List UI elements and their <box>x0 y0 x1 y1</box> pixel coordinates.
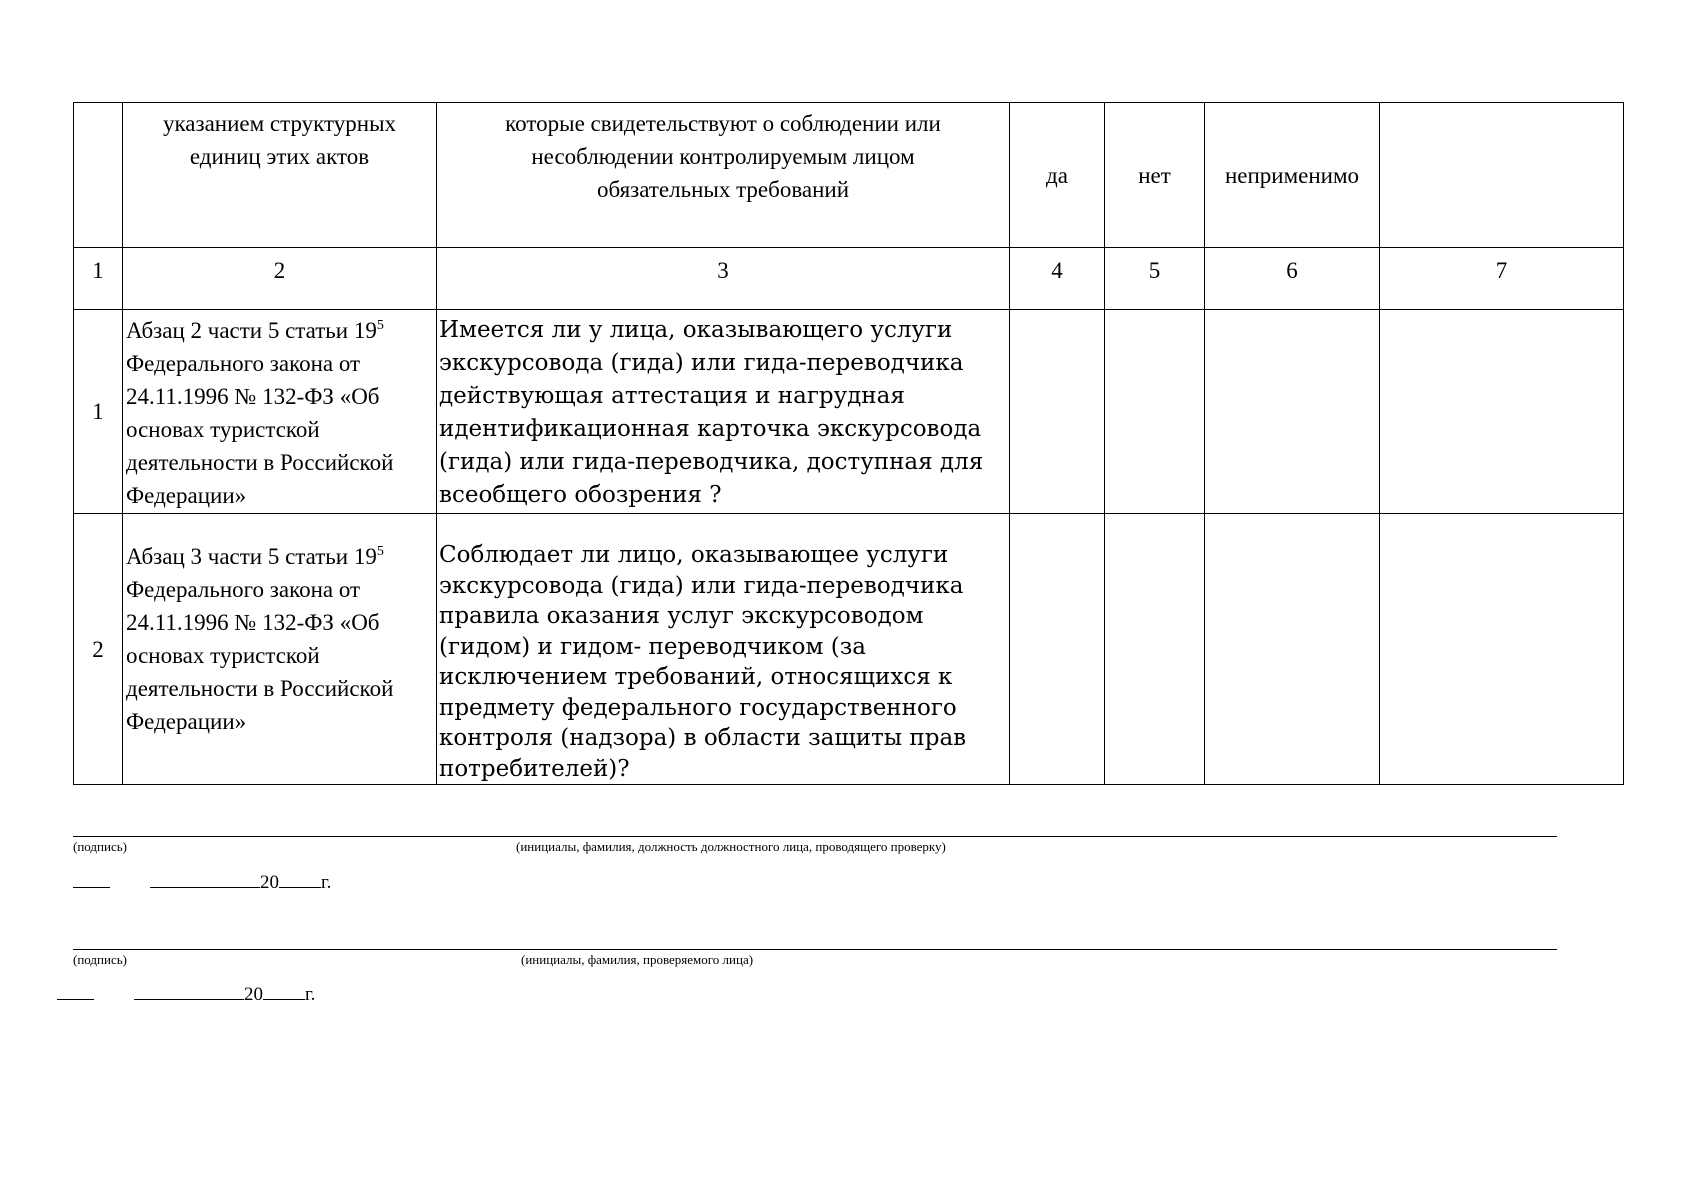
row-number: 1 <box>74 310 123 514</box>
answer-no-cell[interactable] <box>1105 514 1205 785</box>
header-cell-7 <box>1380 103 1624 248</box>
year-blank[interactable] <box>279 871 321 888</box>
legal-reference-rest: Федерального закона от 24.11.1996 № 132-ФЗ «Об основах туристской деятельности в Российской Федерации» <box>126 577 394 734</box>
header-cell-yes: да <box>1010 103 1105 248</box>
legal-reference-superscript: 5 <box>376 544 384 559</box>
checklist-table <box>73 102 1624 785</box>
inspected-name-label: (инициалы, фамилия, проверяемого лица) <box>521 952 754 967</box>
answer-yes-cell[interactable] <box>1010 310 1105 514</box>
answer-not-applicable-cell[interactable] <box>1205 514 1380 785</box>
row-number: 2 <box>74 514 123 785</box>
inspector-name-label: (инициалы, фамилия, должность должностного лица, проводящего проверку) <box>516 839 946 854</box>
header-cell-3: которые свидетельствуют о соблюдении или несоблюдении контролируемым лицом обязательных требований <box>437 103 1010 248</box>
inspected-date <box>57 983 315 1006</box>
column-number: 2 <box>123 248 437 310</box>
year-prefix: 20 <box>244 984 263 1005</box>
legal-reference-superscript: 5 <box>376 318 384 333</box>
year-suffix: г. <box>321 872 332 893</box>
legal-reference-prefix: Абзац 2 части 5 статьи 19 <box>126 318 377 343</box>
inspector-date <box>73 871 331 894</box>
column-number: 4 <box>1010 248 1105 310</box>
day-blank[interactable] <box>73 871 110 888</box>
column-number: 3 <box>437 248 1010 310</box>
checklist-question: Соблюдает ли лицо, оказывающее услуги экскурсовода (гида) или гида-переводчика правила оказания услуг экскурсоводом (гидом) и гидом- переводчиком (за исключением требований, относящихся к предмету федерального государственного контроля (надзора) в области защиты прав потребителей)? <box>437 514 1010 785</box>
month-blank[interactable] <box>150 871 260 888</box>
year-suffix: г. <box>305 984 316 1005</box>
column-number-row <box>74 248 1624 310</box>
note-cell[interactable] <box>1380 514 1624 785</box>
inspected-signature-label: (подпись) <box>73 952 127 967</box>
table-row <box>74 514 1624 785</box>
column-number: 6 <box>1205 248 1380 310</box>
header-cell-not-applicable: неприменимо <box>1205 103 1380 248</box>
legal-reference <box>123 310 437 514</box>
header-cell-2: указанием структурных единиц этих актов <box>123 103 437 248</box>
checklist-question: Имеется ли у лица, оказывающего услуги экскурсовода (гида) или гида-переводчика действующая аттестация и нагрудная идентификационная карточка экскурсовода (гида) или гида-переводчика, доступная для всеобщего обозрения ? <box>437 310 1010 514</box>
legal-reference-rest: Федерального закона от 24.11.1996 № 132-ФЗ «Об основах туристской деятельности в Российской Федерации» <box>126 351 394 508</box>
inspector-signature-label: (подпись) <box>73 839 127 854</box>
legal-reference-prefix: Абзац 3 части 5 статьи 19 <box>126 544 377 569</box>
header-row <box>74 103 1624 248</box>
answer-yes-cell[interactable] <box>1010 514 1105 785</box>
inspected-signature-line[interactable] <box>73 949 1557 950</box>
column-number: 7 <box>1380 248 1624 310</box>
answer-not-applicable-cell[interactable] <box>1205 310 1380 514</box>
header-cell-no: нет <box>1105 103 1205 248</box>
column-number: 1 <box>74 248 123 310</box>
answer-no-cell[interactable] <box>1105 310 1205 514</box>
legal-reference <box>123 514 437 785</box>
note-cell[interactable] <box>1380 310 1624 514</box>
header-cell-1 <box>74 103 123 248</box>
day-blank[interactable] <box>57 983 94 1000</box>
year-blank[interactable] <box>263 983 305 1000</box>
inspector-signature-line[interactable] <box>73 836 1557 837</box>
table-row <box>74 310 1624 514</box>
column-number: 5 <box>1105 248 1205 310</box>
month-blank[interactable] <box>134 983 244 1000</box>
year-prefix: 20 <box>260 872 279 893</box>
